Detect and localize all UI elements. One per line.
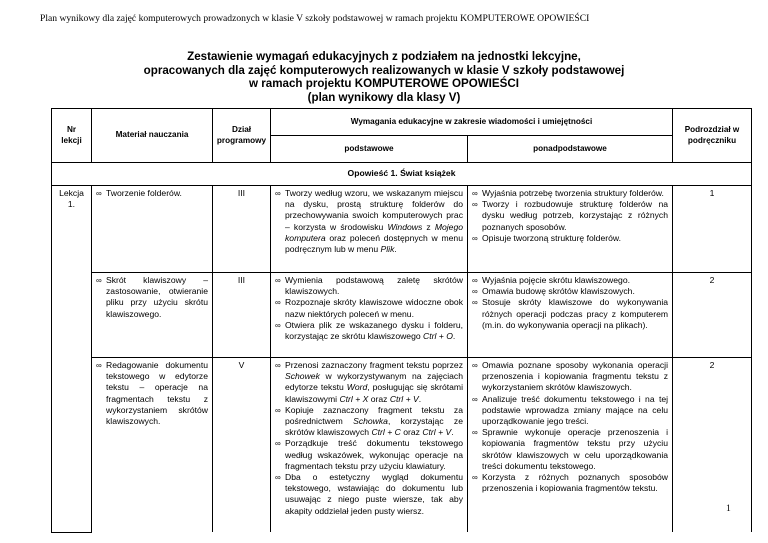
- topic-text: ∞ Redagowanie dokumentu tekstowego w edytorze tekstu – operacje na fragmentach tekstu z wykorzystaniem skrótów klawiszowych.: [95, 360, 208, 427]
- dzial-cell: III: [213, 186, 271, 273]
- dzial-cell: III: [213, 273, 271, 358]
- requirement-item: ∞ Otwiera plik ze wskazanego dysku i folderu, korzystając ze skrótu klawiszowego Ctrl + O.: [274, 320, 463, 342]
- title-line-1: Zestawienie wymagań edukacyjnych z podziałem na jednostki lekcyjne,: [187, 50, 581, 63]
- header-nr-lekcji: Nr lekcji: [52, 109, 92, 163]
- header-ponadpodstawowe: ponadpodstawowe: [468, 136, 673, 163]
- basic-cell: [271, 186, 468, 273]
- topic-text: ∞ Skrót klawiszowy – zastosowanie, otwieranie pliku przy użyciu skrótu klawiszowego.: [95, 275, 208, 320]
- requirement-item: ∞ Stosuje skróty klawiszowe do wykonywania różnych operacji podczas pracy z komputerem (m.in. do wykonywania operacji na plikach).: [471, 297, 668, 331]
- basic-cell: [271, 273, 468, 358]
- table-row: [52, 273, 752, 358]
- requirement-item: ∞ Korzysta z różnych poznanych sposobów przenoszenia i kopiowania fragmentów tekstu.: [471, 472, 668, 494]
- topic-cell: [92, 273, 213, 358]
- topic-cell: [92, 186, 213, 273]
- subchapter-cell: 1: [673, 186, 752, 273]
- lesson-number: Lekcja 1.: [52, 186, 92, 533]
- table-row: [52, 358, 752, 533]
- title-line-3: w ramach projektu KOMPUTEROWE OPOWIEŚCI: [249, 77, 519, 90]
- requirement-item: ∞ Wymienia podstawową zaletę skrótów klawiszowych.: [274, 275, 463, 297]
- requirement-item: ∞ Omawia poznane sposoby wykonania operacji przenoszenia i kopiowania fragmentu tekstu z wykorzystaniem skrótów klawiszowych.: [471, 360, 668, 394]
- requirement-item: ∞ Porządkuje treść dokumentu tekstowego według wskazówek, wykonując operacje na fragmentach tekstu przy użyciu klawiatury.: [274, 438, 463, 472]
- table-row: [52, 186, 752, 273]
- header-material: Materiał nauczania: [92, 109, 213, 163]
- requirement-item: ∞ Analizuje treść dokumentu tekstowego i na tej podstawie wprowadza zmiany mające na celu uporządkowanie jego treści.: [471, 394, 668, 428]
- requirement-item: ∞ Tworzy według wzoru, we wskazanym miejscu na dysku, prostą strukturę folderów do przechowywania swoich komputerowych prac – korzysta w środowisku Windows z Mojego komputera oraz poleceń dostępnych w menu podręcznym lub w menu Plik.: [274, 188, 463, 255]
- requirement-item: ∞ Rozpoznaje skróty klawiszowe widoczne obok nazw niektórych poleceń w menu.: [274, 297, 463, 319]
- page-number: 1: [726, 503, 731, 514]
- title-line-2: opracowanych dla zajęć komputerowych realizowanych w klasie V szkoły podstawowej: [143, 63, 625, 77]
- requirement-item: ∞ Omawia budowę skrótów klawiszowych.: [471, 286, 668, 297]
- subchapter-cell: 2: [673, 358, 752, 533]
- advanced-cell: [468, 273, 673, 358]
- title-line-4: (plan wynikowy dla klasy V): [307, 90, 461, 104]
- subchapter-cell: 2: [673, 273, 752, 358]
- requirement-item: ∞ Przenosi zaznaczony fragment tekstu poprzez Schowek w wykorzystywanym na zajęciach edytorze tekstu Word, posługując się skrótami klawiszowymi Ctrl + X oraz Ctrl + V.: [274, 360, 463, 405]
- requirement-item: ∞ Wyjaśnia pojęcie skrótu klawiszowego.: [471, 275, 668, 286]
- header-podstawowe: podstawowe: [271, 136, 468, 163]
- section-title: Opowieść 1. Świat książek: [52, 163, 752, 186]
- header-podrozdzial: Podrozdział w podręczniku: [673, 109, 752, 163]
- topic-cell: [92, 358, 213, 533]
- advanced-cell: [468, 358, 673, 533]
- requirements-table: [51, 108, 752, 533]
- header-wymagania: Wymagania edukacyjne w zakresie wiadomości i umiejętności: [271, 109, 673, 136]
- header-dzial: Dział programowy: [213, 109, 271, 163]
- topic-text: ∞ Tworzenie folderów.: [95, 188, 208, 199]
- requirement-item: ∞ Opisuje tworzoną strukturę folderów.: [471, 233, 668, 244]
- running-header: Plan wynikowy dla zajęć komputerowych prowadzonych w klasie V szkoły podstawowej w ramach projektu KOMPUTEROWE OPOWIEŚCI: [40, 13, 590, 24]
- requirement-item: ∞ Sprawnie wykonuje operacje przenoszenia i kopiowania fragmentów tekstu przy użyciu skrótów klawiszowych w celu uporządkowania treści dokumentu tekstowego.: [471, 427, 668, 472]
- requirement-item: ∞ Tworzy i rozbudowuje strukturę folderów na dysku według potrzeb, korzystając z różnych poznanych sposobów.: [471, 199, 668, 233]
- requirement-item: ∞ Dba o estetyczny wygląd dokumentu tekstowego, wstawiając do dokumentu lub usuwając z niego puste wiersze, tak aby akapity oddzielał jeden pusty wiersz.: [274, 472, 463, 517]
- basic-cell: [271, 358, 468, 533]
- document-title: [0, 50, 768, 104]
- dzial-cell: V: [213, 358, 271, 533]
- requirement-item: ∞ Kopiuje zaznaczony fragment tekstu za pośrednictwem Schowka, korzystając ze skrótów klawiszowych Ctrl + C oraz Ctrl + V.: [274, 405, 463, 439]
- advanced-cell: [468, 186, 673, 273]
- requirement-item: ∞ Wyjaśnia potrzebę tworzenia struktury folderów.: [471, 188, 668, 199]
